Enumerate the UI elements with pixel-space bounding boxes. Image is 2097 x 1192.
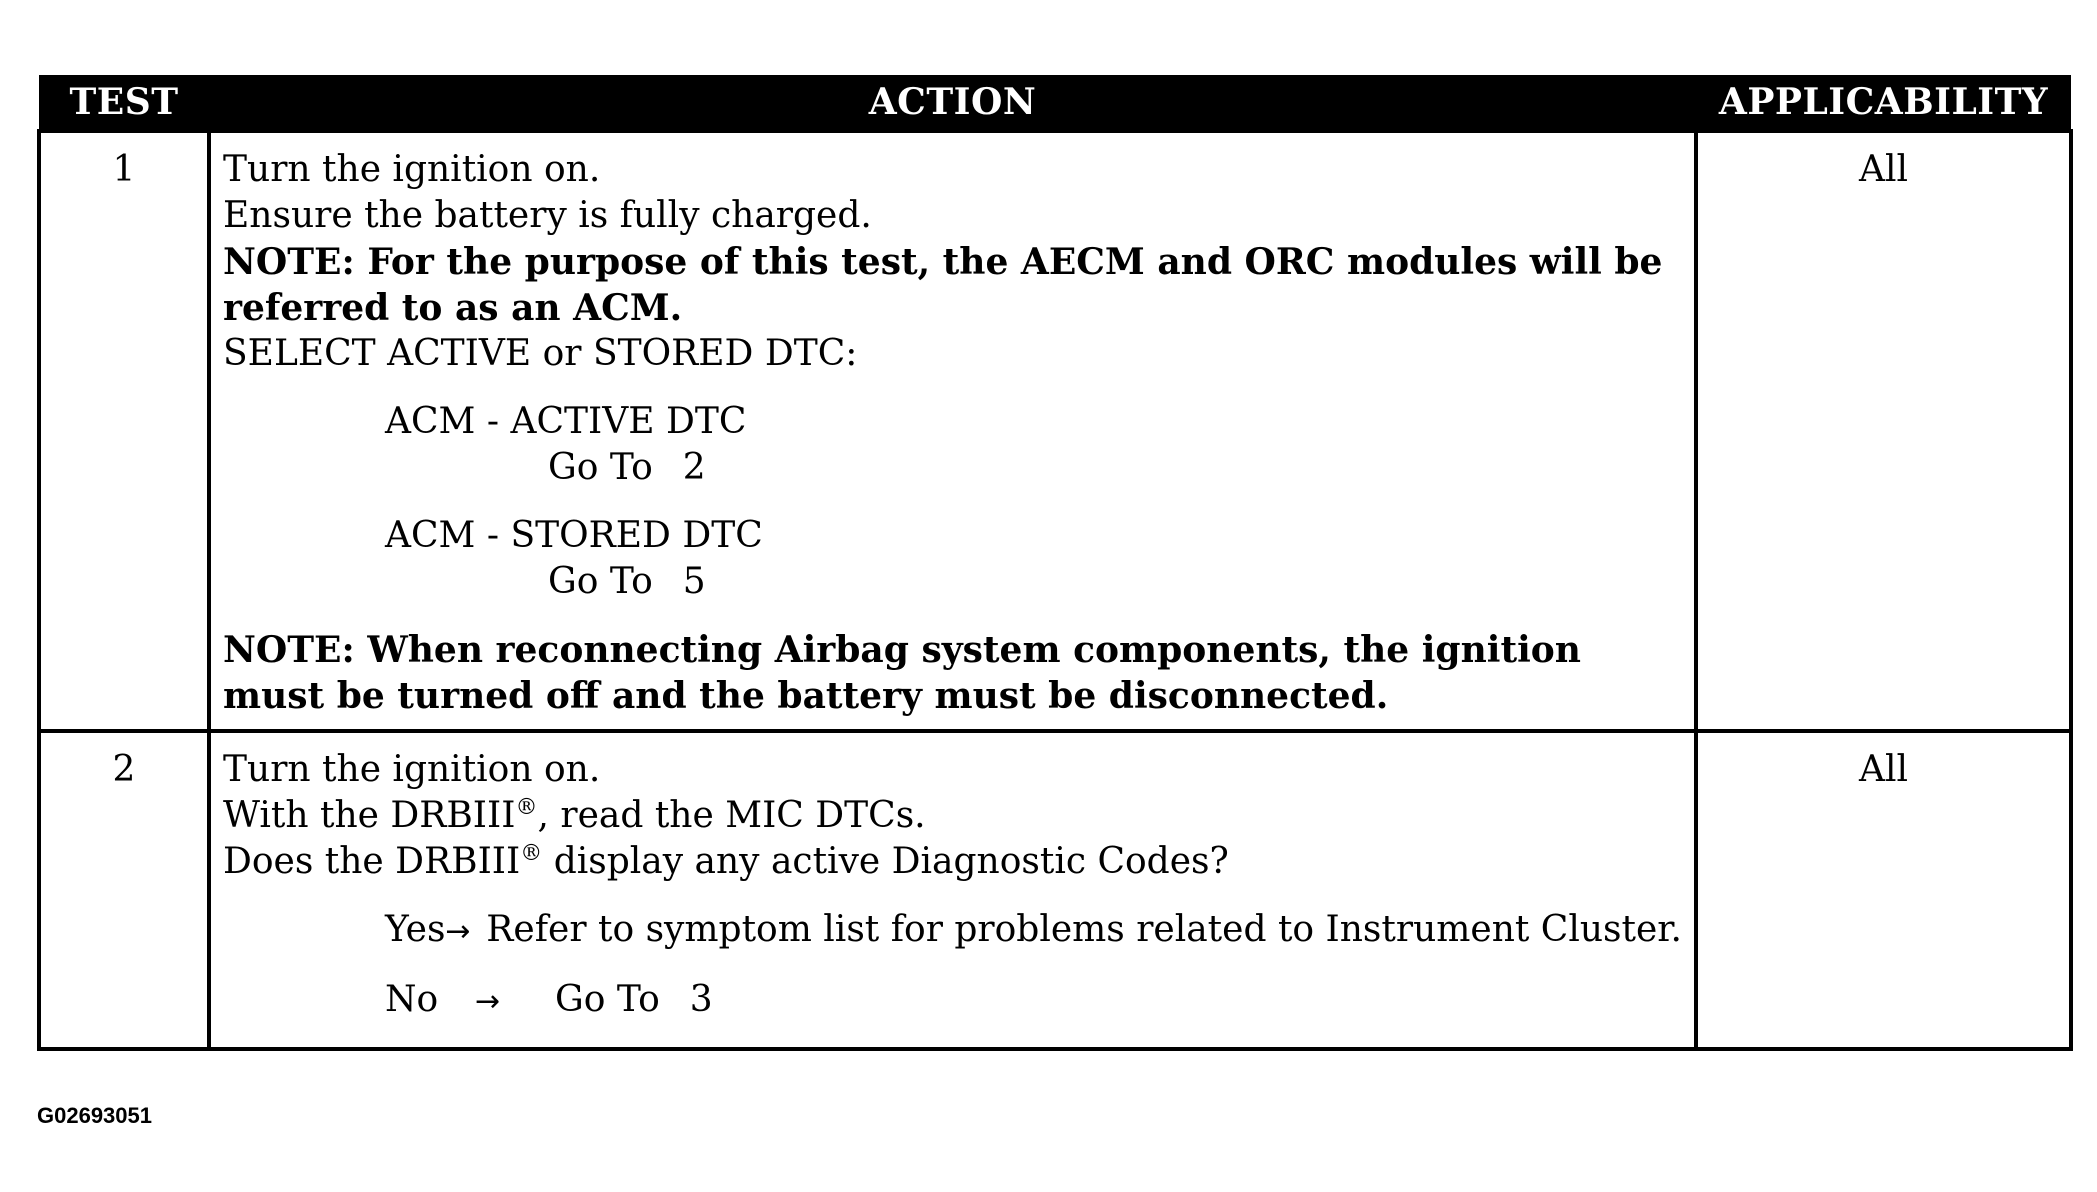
option-label: ACM - ACTIVE DTC: [385, 401, 747, 442]
test-number: 2: [39, 731, 209, 1049]
goto-target: 3: [689, 979, 713, 1020]
registered-mark: ®: [520, 841, 543, 866]
answer-yes: [223, 907, 1682, 955]
action-text: Does the DRBIII: [223, 841, 521, 882]
figure-reference-id: G02693051: [37, 1103, 152, 1128]
action-cell: [209, 731, 1696, 1049]
answer-label: Yes: [385, 909, 446, 950]
arrow-right-icon: →: [475, 984, 501, 1019]
answer-label: No: [385, 979, 439, 1020]
header-applicability: APPLICABILITY: [1696, 75, 2071, 131]
action-text: With the DRBIII: [223, 795, 516, 836]
action-text: , read the MIC DTCs.: [537, 795, 926, 836]
applicability-cell: All: [1696, 131, 2071, 731]
goto-target: 2: [682, 447, 706, 488]
action-line: Turn the ignition on.: [223, 749, 601, 790]
option-label: ACM - STORED DTC: [385, 515, 763, 556]
answer-no: [223, 977, 1682, 1025]
registered-mark: ®: [515, 795, 538, 820]
table-header-row: [39, 75, 2071, 131]
note-text: NOTE: When reconnecting Airbag system components, the ignition must be turned off and the battery must be disconnected.: [223, 629, 1581, 717]
table-row-test-2: [39, 731, 2071, 1049]
answer-text: Go To: [555, 979, 660, 1020]
goto-text: Go To: [548, 447, 653, 488]
header-test: TEST: [39, 75, 209, 131]
table-row-test-1: [39, 131, 2071, 731]
header-action: ACTION: [209, 75, 1696, 131]
action-text: display any active Diagnostic Codes?: [542, 841, 1229, 882]
note-text: NOTE: For the purpose of this test, the AECM and ORC modules will be referred to as an ACM.: [223, 241, 1663, 329]
action-line: [223, 793, 1682, 839]
action-line: Ensure the battery is fully charged.: [223, 195, 872, 236]
goto-text: Go To: [548, 561, 653, 602]
applicability-cell: All: [1696, 731, 2071, 1049]
arrow-right-icon: →: [445, 914, 471, 949]
test-number: 1: [39, 131, 209, 731]
answer-text: Refer to symptom list for problems related to Instrument Cluster.: [486, 909, 1682, 950]
goto-instruction: [223, 559, 1682, 605]
action-line: Turn the ignition on.: [223, 149, 601, 190]
goto-target: 5: [682, 561, 706, 602]
diagnostic-table: [37, 75, 2073, 1051]
select-instruction: SELECT ACTIVE or STORED DTC:: [223, 333, 858, 374]
goto-instruction: [223, 445, 1682, 491]
action-line: [223, 839, 1682, 885]
action-cell: [209, 131, 1696, 731]
